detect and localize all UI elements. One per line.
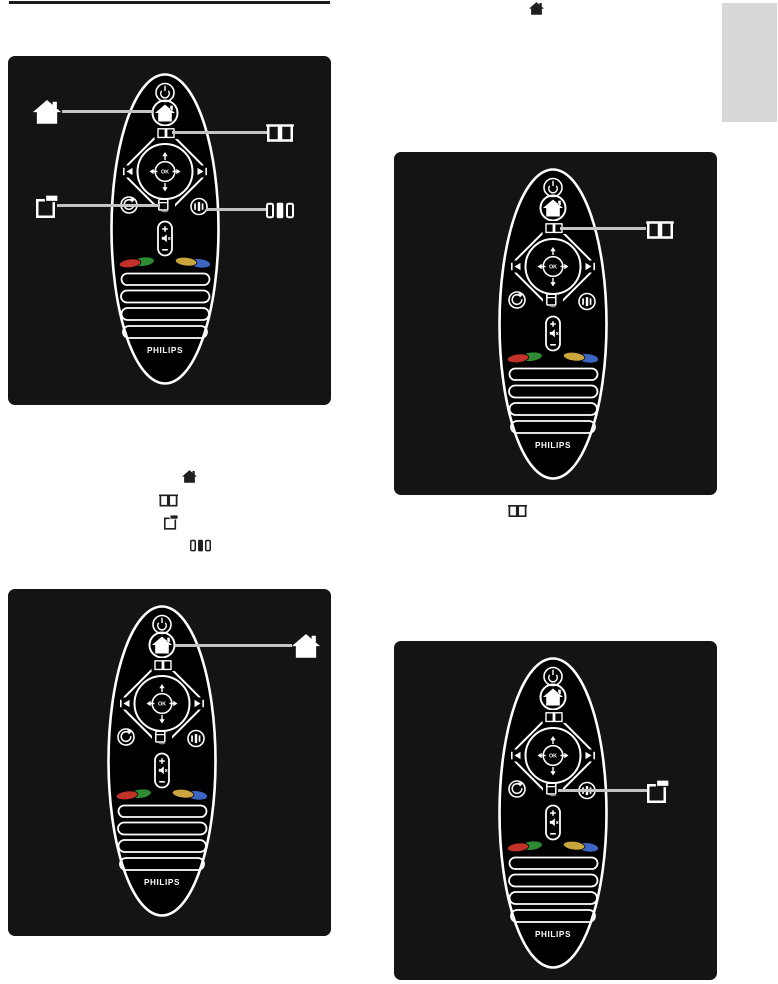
remote-panel-bottom-left [8,589,331,936]
svg-text:OK: OK [548,264,558,271]
remote-panel-top-right [394,152,717,495]
inline-home-icon [529,2,544,15]
options-icon [164,514,178,530]
remote-control-graphic [110,73,220,385]
svg-text:OK: OK [548,753,558,760]
callout-line [172,131,267,134]
options-icon [36,194,58,218]
callout-line [57,204,160,207]
home-icon [182,470,197,483]
brand-text: PHILIPS [534,930,572,939]
header-rule [9,1,330,4]
options-icon [647,779,669,803]
book-icon [159,493,178,508]
callout-home-icon [32,100,62,124]
inline-book-icon [159,493,178,508]
inline-options-icon [164,514,178,530]
adjust-icon [190,538,211,553]
callout-options-icon [647,779,669,803]
brand-text: PHILIPS [146,346,184,355]
callout-line [175,644,292,647]
callout-book-icon [266,123,294,143]
home-icon [529,2,544,15]
svg-text:OK: OK [157,701,167,708]
callout-line [560,227,646,230]
remote-control-graphic [498,657,608,969]
home-icon [32,100,62,124]
home-icon [291,634,321,658]
book-icon [508,504,527,518]
callout-options-icon [36,194,58,218]
sidebar-tab [722,3,777,122]
inline-adjust-icon [190,538,211,553]
callout-line [206,208,267,211]
remote-panel-top-left [8,56,331,405]
brand-text: PHILIPS [143,878,181,887]
callout-adjust-icon [266,202,294,219]
svg-text:OK: OK [160,169,170,176]
remote-panel-bottom-right [394,641,717,980]
brand-text: PHILIPS [534,441,572,450]
adjust-icon [266,202,294,219]
callout-home-icon [291,634,321,658]
inline-home-icon [182,470,197,483]
callout-line [62,110,154,113]
callout-book-icon [646,220,674,240]
inline-book-icon [508,504,527,518]
callout-line [558,789,648,792]
book-icon [266,123,294,143]
remote-control-graphic [107,605,217,917]
remote-control-graphic [498,168,608,480]
book-icon [646,220,674,240]
